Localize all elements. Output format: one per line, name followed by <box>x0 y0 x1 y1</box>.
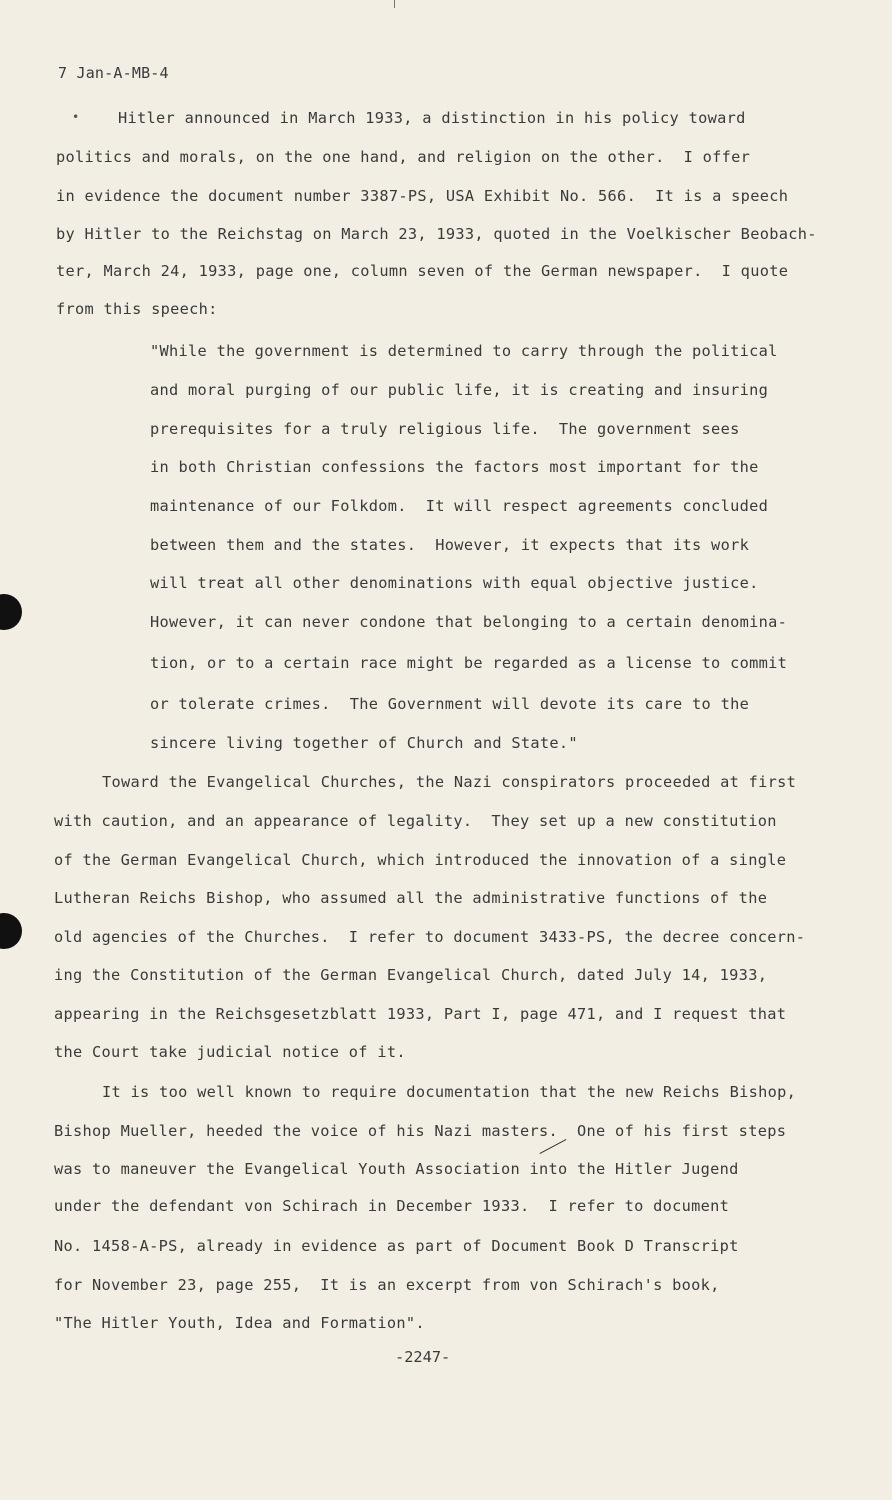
text-line: "The Hitler Youth, Idea and Formation". <box>54 1314 425 1332</box>
text-line: for November 23, page 255, It is an excerpt from von Schirach's book, <box>54 1276 720 1294</box>
handwritten-mark <box>539 1139 566 1154</box>
text-line: from this speech: <box>56 300 218 318</box>
quote-line: between them and the states. However, it expects that its work <box>150 536 750 554</box>
punch-hole <box>0 594 22 630</box>
text-line: with caution, and an appearance of legality. They set up a new constitution <box>54 812 777 830</box>
top-tick-mark <box>394 0 395 8</box>
text-line: appearing in the Reichsgesetzblatt 1933, Part I, page 471, and I request that <box>54 1005 787 1023</box>
text-line: No. 1458-A-PS, already in evidence as part of Document Book D Transcript <box>54 1237 739 1255</box>
text-line: by Hitler to the Reichstag on March 23, 1933, quoted in the Voelkischer Beobach- <box>56 225 817 243</box>
quote-line: will treat all other denominations with equal objective justice. <box>150 574 759 592</box>
page-number: -2247- <box>395 1348 451 1366</box>
punch-hole <box>0 913 22 949</box>
text-line: Bishop Mueller, heeded the voice of his Nazi masters. One of his first steps <box>54 1122 787 1140</box>
text-line: of the German Evangelical Church, which introduced the innovation of a single <box>54 851 787 869</box>
quote-line: "While the government is determined to carry through the political <box>150 342 778 360</box>
quote-line: tion, or to a certain race might be regarded as a license to commit <box>150 654 788 672</box>
text-line: It is too well known to require documentation that the new Reichs Bishop, <box>102 1083 797 1101</box>
margin-bullet: • <box>72 110 80 124</box>
text-line: under the defendant von Schirach in December 1933. I refer to document <box>54 1197 730 1215</box>
text-line: in evidence the document number 3387-PS, USA Exhibit No. 566. It is a speech <box>56 187 789 205</box>
text-line: old agencies of the Churches. I refer to document 3433-PS, the decree concern- <box>54 928 806 946</box>
text-line: the Court take judicial notice of it. <box>54 1043 406 1061</box>
quote-line: However, it can never condone that belonging to a certain denomina- <box>150 613 788 631</box>
quote-line: in both Christian confessions the factors most important for the <box>150 458 759 476</box>
text-line: Toward the Evangelical Churches, the Nazi conspirators proceeded at first <box>102 773 797 791</box>
quote-line: sincere living together of Church and State." <box>150 734 578 752</box>
quote-line: maintenance of our Folkdom. It will respect agreements concluded <box>150 497 769 515</box>
text-line: Lutheran Reichs Bishop, who assumed all the administrative functions of the <box>54 889 768 907</box>
page-header: 7 Jan-A-MB-4 <box>58 64 169 82</box>
text-line: was to maneuver the Evangelical Youth Association into the Hitler Jugend <box>54 1160 739 1178</box>
quote-line: prerequisites for a truly religious life. The government sees <box>150 420 740 438</box>
text-line: ter, March 24, 1933, page one, column seven of the German newspaper. I quote <box>56 262 789 280</box>
text-line: politics and morals, on the one hand, and religion on the other. I offer <box>56 148 751 166</box>
text-line: Hitler announced in March 1933, a distinction in his policy toward <box>118 109 746 127</box>
quote-line: and moral purging of our public life, it is creating and insuring <box>150 381 769 399</box>
quote-line: or tolerate crimes. The Government will devote its care to the <box>150 695 750 713</box>
text-line: ing the Constitution of the German Evangelical Church, dated July 14, 1933, <box>54 966 768 984</box>
